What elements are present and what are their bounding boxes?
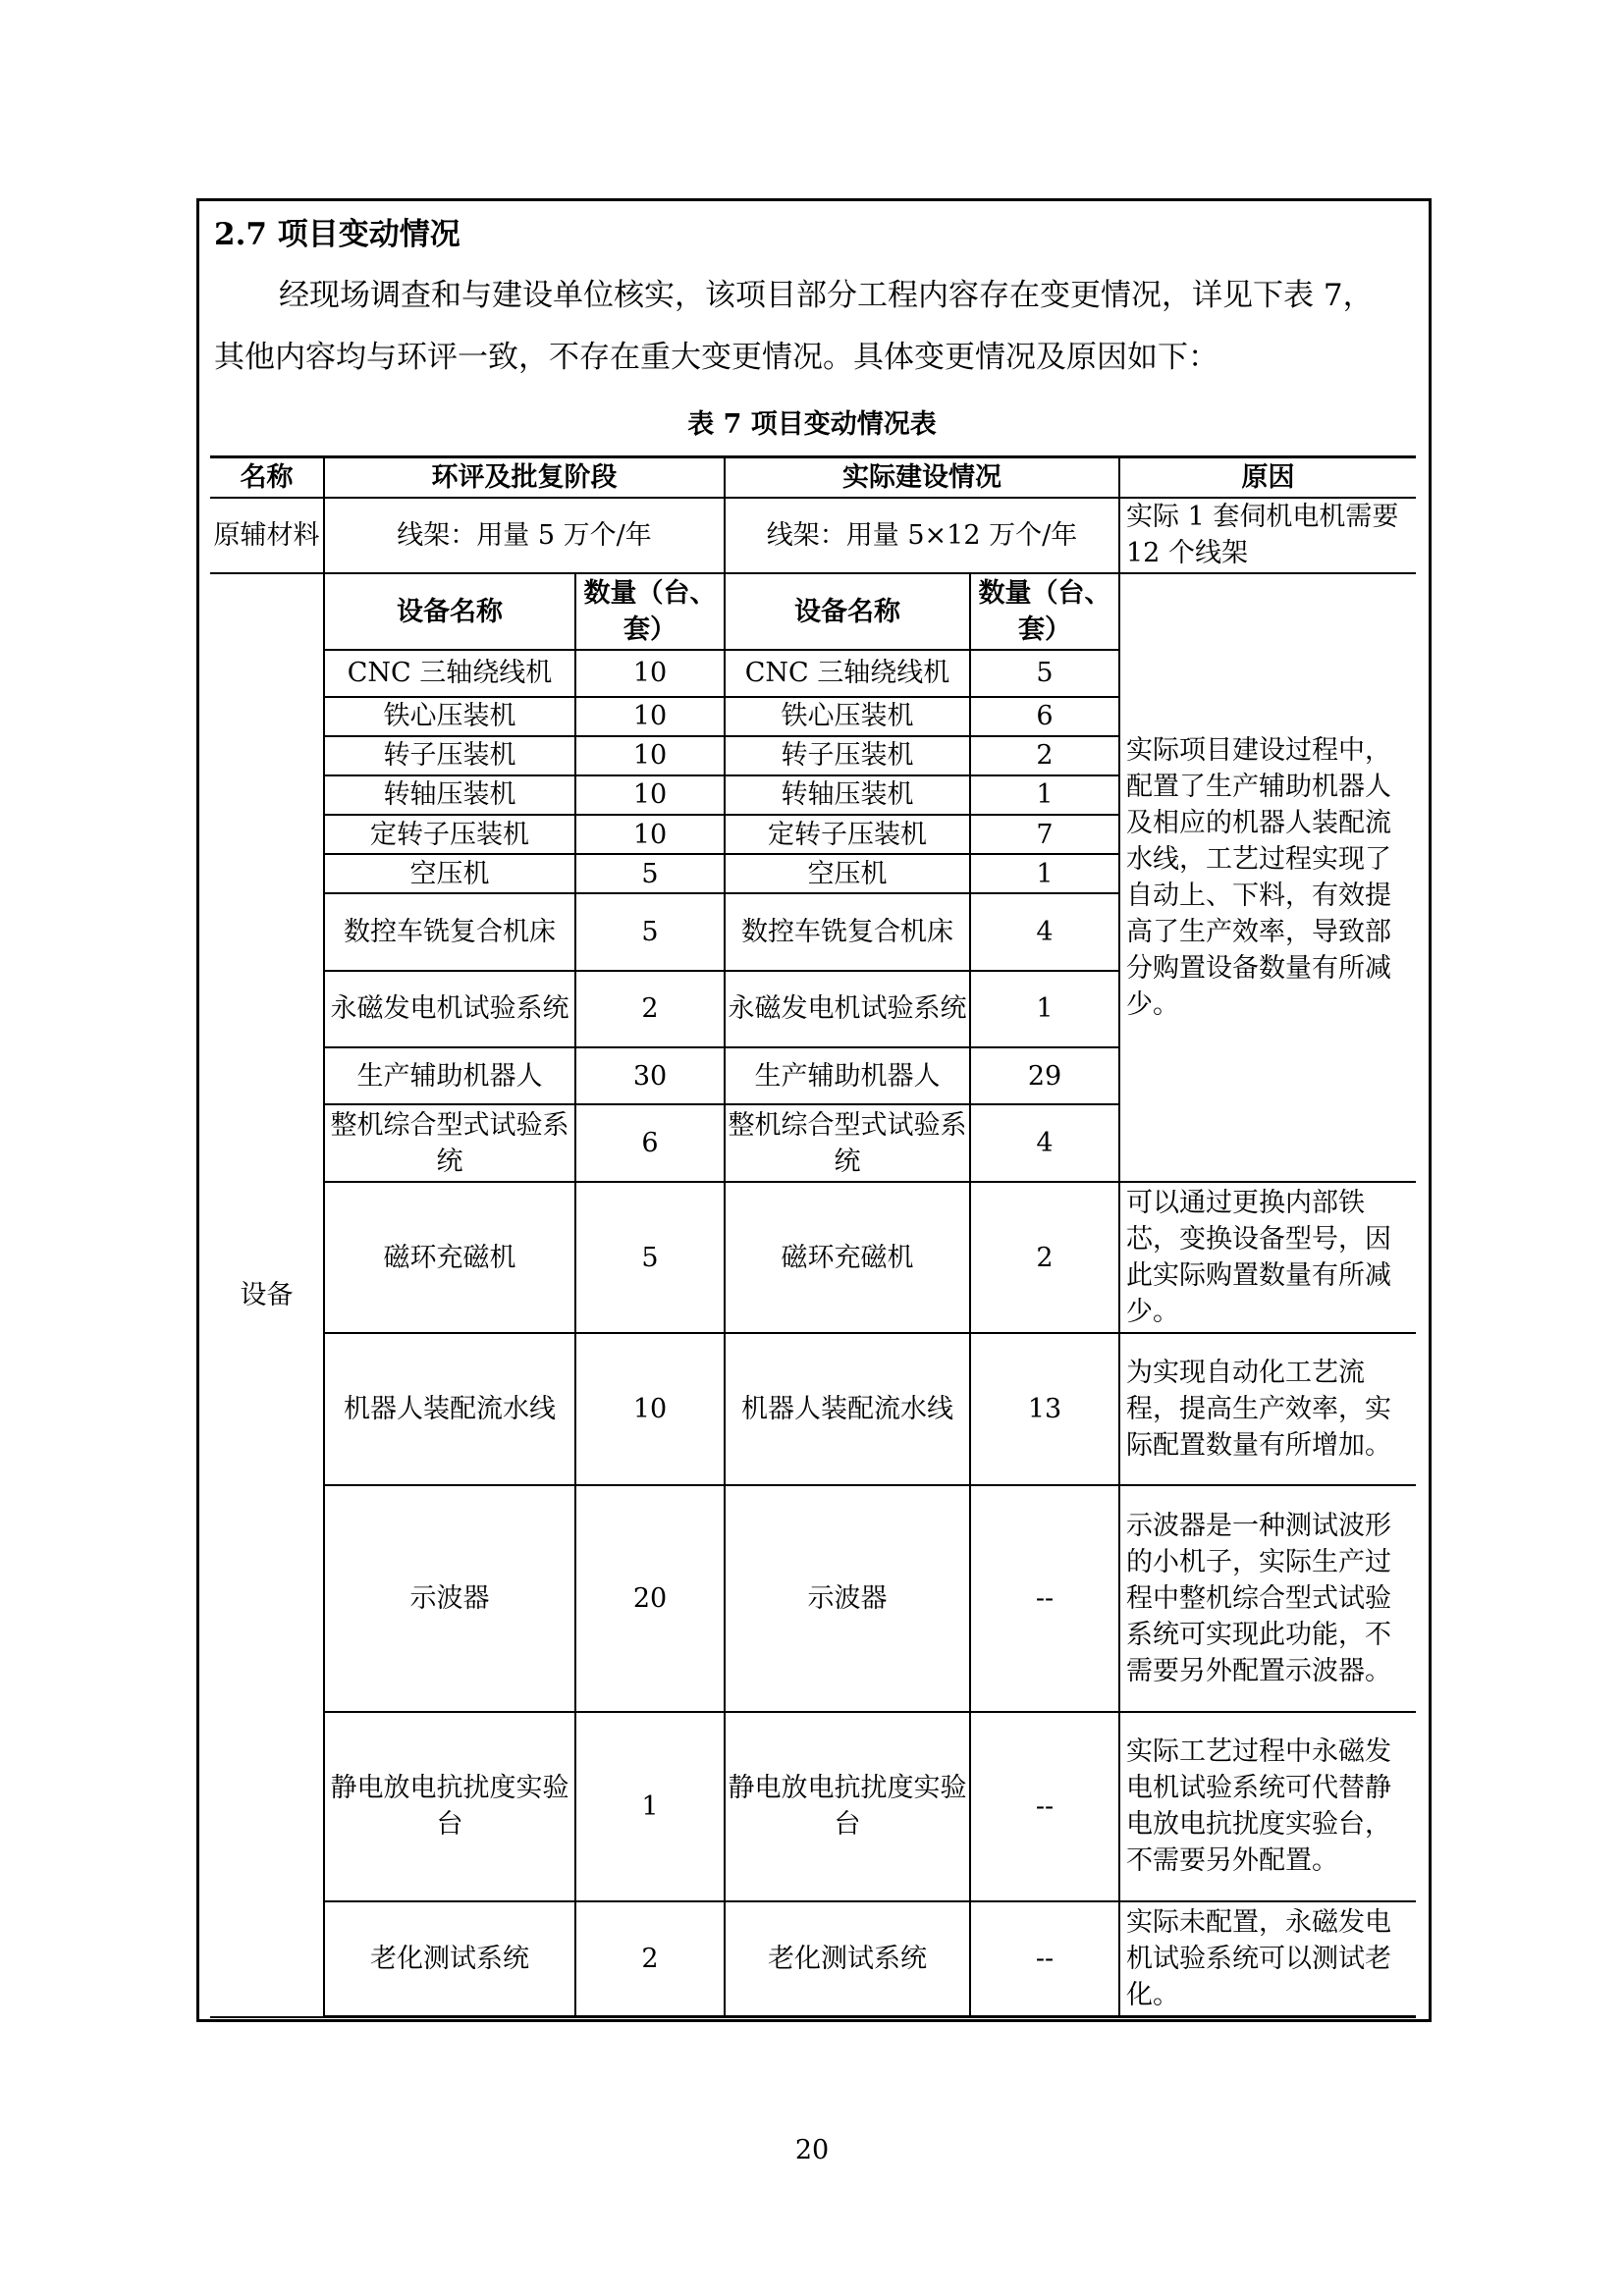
reason-magnetizer: 可以通过更换内部铁芯，变换设备型号，因此实际购置数量有所减少。 (1119, 1182, 1416, 1334)
actual-device-name: 空压机 (725, 854, 970, 893)
reason-oscilloscope: 示波器是一种测试波形的小机子，实际生产过程中整机综合型式试验系统可实现此功能，不需要另外配置示波器。 (1119, 1485, 1416, 1712)
sub-header-eia-device: 设备名称 (324, 573, 575, 650)
eia-quantity: 1 (575, 1712, 725, 1901)
paragraph-line-1: 经现场调查和与建设单位核实，该项目部分工程内容存在变更情况，详见下表 7， (279, 278, 1374, 313)
header-actual: 实际建设情况 (725, 457, 1119, 498)
actual-device-name: 整机综合型式试验系统 (725, 1104, 970, 1181)
paragraph-line-2: 其他内容均与环评一致，不存在重大变更情况。具体变更情况及原因如下： (214, 340, 1218, 375)
eia-device-name: 定转子压装机 (324, 815, 575, 854)
table-row (210, 1712, 1416, 1901)
table-header-row (210, 457, 1416, 498)
eia-device-name: 生产辅助机器人 (324, 1047, 575, 1104)
actual-quantity: -- (970, 1712, 1119, 1901)
reason-group1: 实际项目建设过程中，配置了生产辅助机器人及相应的机器人装配流水线，工艺过程实现了自动上、下料，有效提高了生产效率，导致部分购置设备数量有所减少。 (1119, 573, 1416, 1182)
header-eia: 环评及批复阶段 (324, 457, 725, 498)
actual-quantity: 6 (970, 697, 1119, 736)
eia-device-name: 永磁发电机试验系统 (324, 971, 575, 1047)
actual-device-name: 永磁发电机试验系统 (725, 971, 970, 1047)
sub-header-actual-device: 设备名称 (725, 573, 970, 650)
eia-quantity: 20 (575, 1485, 725, 1712)
eia-quantity: 10 (575, 697, 725, 736)
eia-device-name: 示波器 (324, 1485, 575, 1712)
eia-device-name: 数控车铣复合机床 (324, 893, 575, 970)
reason-assembly-line: 为实现自动化工艺流程，提高生产效率，实际配置数量有所增加。 (1119, 1333, 1416, 1485)
actual-quantity: -- (970, 1485, 1119, 1712)
actual-device-name: 机器人装配流水线 (725, 1333, 970, 1485)
actual-quantity: 2 (970, 1182, 1119, 1334)
eia-device-name: 静电放电抗扰度实验台 (324, 1712, 575, 1901)
actual-quantity: 13 (970, 1333, 1119, 1485)
actual-quantity: 4 (970, 893, 1119, 970)
actual-quantity: 29 (970, 1047, 1119, 1104)
actual-device-name: 铁心压装机 (725, 697, 970, 736)
eia-device-name: 铁心压装机 (324, 697, 575, 736)
actual-quantity: 1 (970, 775, 1119, 815)
eia-quantity: 10 (575, 775, 725, 815)
change-table (210, 455, 1416, 2018)
table-row (210, 1333, 1416, 1485)
material-name: 原辅材料 (210, 498, 324, 573)
material-eia: 线架：用量 5 万个/年 (324, 498, 725, 573)
equipment-subheader-row (210, 573, 1416, 650)
eia-quantity: 6 (575, 1104, 725, 1181)
eia-quantity: 10 (575, 736, 725, 775)
material-reason: 实际 1 套伺机电机需要 12 个线架 (1119, 498, 1416, 573)
reason-aging: 实际未配置，永磁发电机试验系统可以测试老化。 (1119, 1901, 1416, 2017)
eia-device-name: 空压机 (324, 854, 575, 893)
actual-quantity: 1 (970, 971, 1119, 1047)
eia-device-name: 转轴压装机 (324, 775, 575, 815)
header-name: 名称 (210, 457, 324, 498)
actual-quantity: 2 (970, 736, 1119, 775)
eia-device-name: 机器人装配流水线 (324, 1333, 575, 1485)
eia-quantity: 10 (575, 815, 725, 854)
actual-device-name: 静电放电抗扰度实验台 (725, 1712, 970, 1901)
actual-device-name: 转轴压装机 (725, 775, 970, 815)
actual-quantity: 1 (970, 854, 1119, 893)
eia-device-name: 老化测试系统 (324, 1901, 575, 2017)
table-caption: 表 7 项目变动情况表 (687, 409, 937, 440)
actual-device-name: 转子压装机 (725, 736, 970, 775)
actual-device-name: 老化测试系统 (725, 1901, 970, 2017)
actual-device-name: 数控车铣复合机床 (725, 893, 970, 970)
section-title: 2.7 项目变动情况 (214, 217, 460, 252)
eia-device-name: 整机综合型式试验系统 (324, 1104, 575, 1181)
eia-quantity: 2 (575, 971, 725, 1047)
material-row (210, 498, 1416, 573)
eia-quantity: 10 (575, 1333, 725, 1485)
eia-quantity: 5 (575, 893, 725, 970)
eia-quantity: 10 (575, 650, 725, 696)
actual-device-name: 示波器 (725, 1485, 970, 1712)
actual-quantity: 7 (970, 815, 1119, 854)
actual-quantity: 5 (970, 650, 1119, 696)
sub-header-eia-qty: 数量（台、套） (575, 573, 725, 650)
table-row (210, 1485, 1416, 1712)
actual-device-name: 定转子压装机 (725, 815, 970, 854)
actual-device-name: 磁环充磁机 (725, 1182, 970, 1334)
header-reason: 原因 (1119, 457, 1416, 498)
equipment-label: 设备 (210, 573, 324, 2017)
actual-device-name: CNC 三轴绕线机 (725, 650, 970, 696)
reason-esd: 实际工艺过程中永磁发电机试验系统可代替静电放电抗扰度实验台，不需要另外配置。 (1119, 1712, 1416, 1901)
eia-device-name: 转子压装机 (324, 736, 575, 775)
table-row (210, 1901, 1416, 2017)
eia-quantity: 2 (575, 1901, 725, 2017)
eia-device-name: CNC 三轴绕线机 (324, 650, 575, 696)
eia-quantity: 30 (575, 1047, 725, 1104)
table-row (210, 1182, 1416, 1334)
sub-header-actual-qty: 数量（台、套） (970, 573, 1119, 650)
eia-device-name: 磁环充磁机 (324, 1182, 575, 1334)
eia-quantity: 5 (575, 1182, 725, 1334)
page-number: 20 (794, 2135, 830, 2165)
eia-quantity: 5 (575, 854, 725, 893)
actual-quantity: -- (970, 1901, 1119, 2017)
material-actual: 线架：用量 5×12 万个/年 (725, 498, 1119, 573)
actual-device-name: 生产辅助机器人 (725, 1047, 970, 1104)
actual-quantity: 4 (970, 1104, 1119, 1181)
